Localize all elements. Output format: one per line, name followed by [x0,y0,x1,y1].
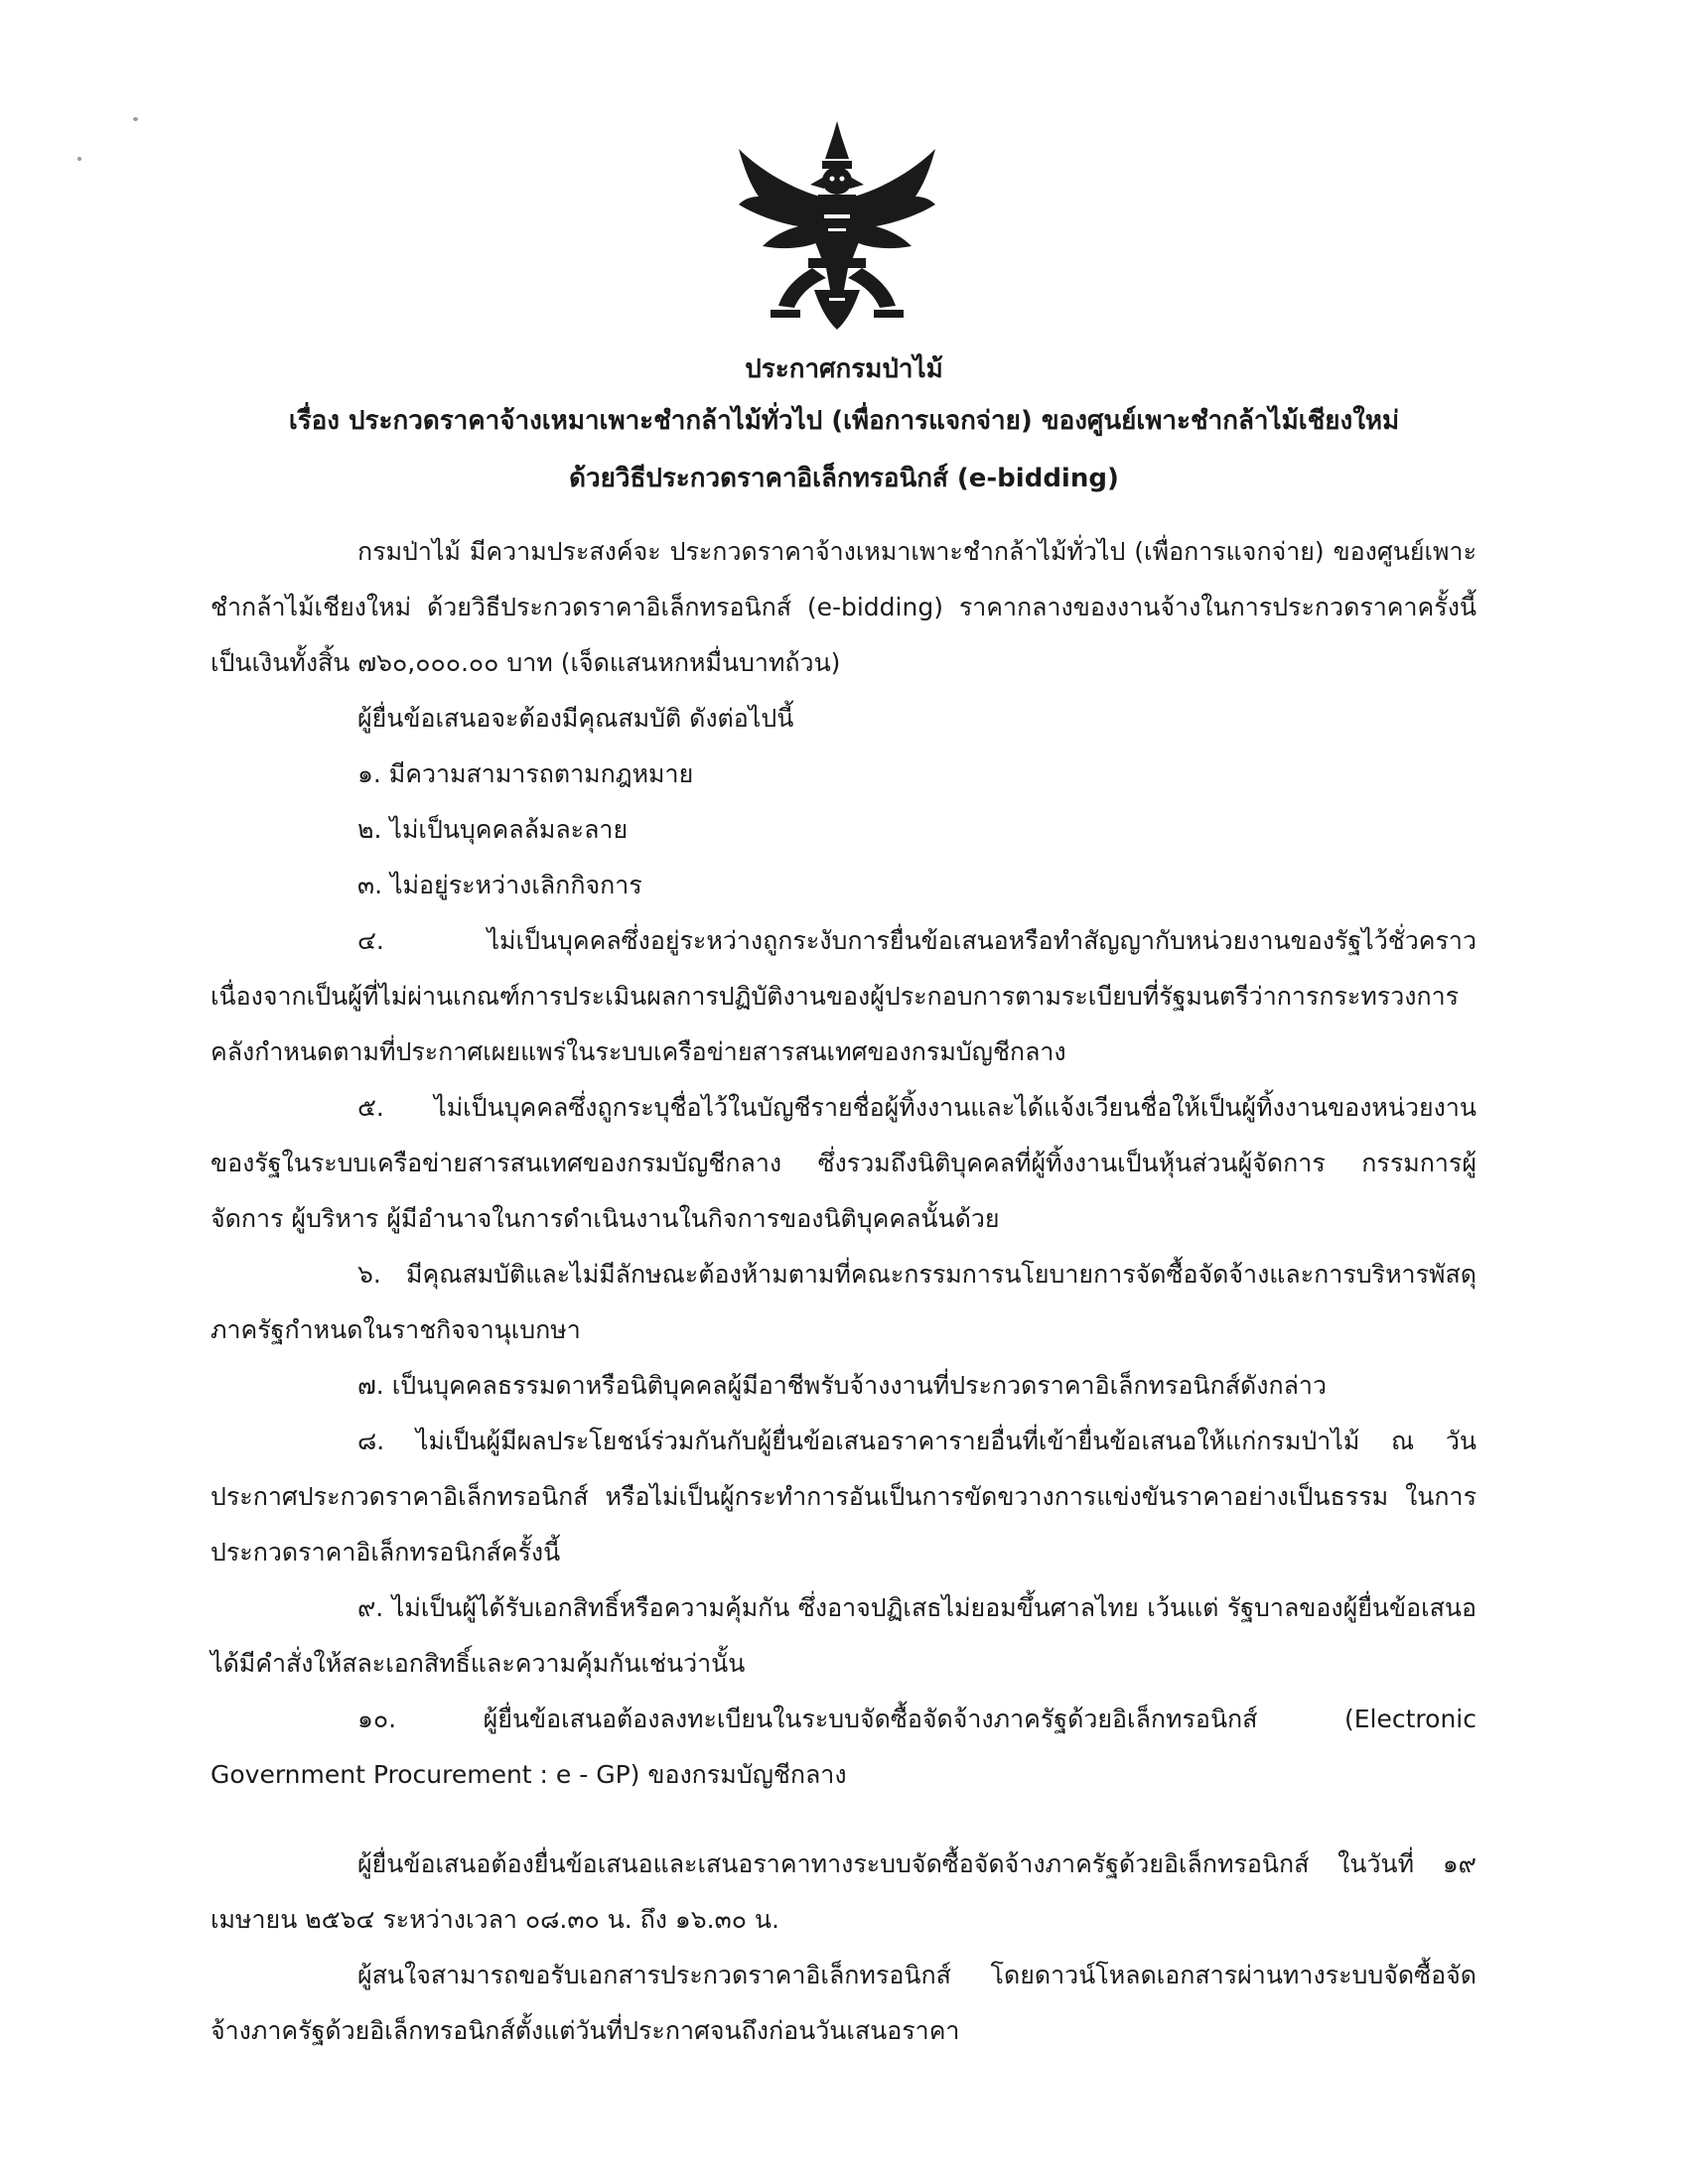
qualification-item: ๖. มีคุณสมบัติและไม่มีลักษณะต้องห้ามตามที่คณะกรรมการนโยบายการจัดซื้อจัดจ้างและการบริหารพัสดุภาครัฐกำหนดในราชกิจจานุเบกษา [211,1260,1477,1344]
announcement-subject: เรื่อง ประกวดราคาจ้างเหมาเพาะชำกล้าไม้ทั่วไป (เพื่อการแจกจ่าย) ของศูนย์เพาะชำกล้าไม้เชียงใหม่ [288,406,1400,436]
qualification-item: ๑. มีความสามารถตามกฎหมาย [357,759,694,788]
qualifications-heading: ผู้ยื่นข้อเสนอจะต้องมีคุณสมบัติ ดังต่อไปนี้ [357,704,794,733]
document-body [211,524,1477,2059]
qualification-item: ๗. เป็นบุคคลธรรมดาหรือนิติบุคคลผู้มีอาชีพรับจ้างงานที่ประกวดราคาอิเล็กทรอนิกส์ดังกล่าว [357,1371,1327,1400]
qualification-item: ๕. ไม่เป็นบุคคลซึ่งถูกระบุชื่อไว้ในบัญชีรายชื่อผู้ทิ้งงานและได้แจ้งเวียนชื่อให้เป็นผู้ทิ้งงานของหน่วยงานของรัฐในระบบเครือข่ายสารสนเทศของกรมบัญชีกลาง ซึ่งรวมถึงนิติบุคคลที่ผู้ทิ้งงานเป็นหุ้นส่วนผู้จัดการ กรรมการผู้จัดการ ผู้บริหาร ผู้มีอำนาจในการดำเนินงานในกิจการของนิติบุคคลนั้นด้วย [211,1093,1477,1233]
intro-paragraph: กรมป่าไม้ มีความประสงค์จะ ประกวดราคาจ้างเหมาเพาะชำกล้าไม้ทั่วไป (เพื่อการแจกจ่าย) ของศูนย์เพาะชำกล้าไม้เชียงใหม่ ด้วยวิธีประกวดราคาอิเล็กทรอนิกส์ (e-bidding) ราคากลางของงานจ้างในการประกวดราคาครั้งนี้เป็นเงินทั้งสิ้น ๗๖๐,๐๐๐.๐๐ บาท (เจ็ดแสนหกหมื่นบาทถ้วน) [211,537,1477,677]
scan-speck [133,117,138,121]
qualification-item: ๔. ไม่เป็นบุคคลซึ่งอยู่ระหว่างถูกระงับการยื่นข้อเสนอหรือทำสัญญากับหน่วยงานของรัฐไว้ชั่วคราว เนื่องจากเป็นผู้ที่ไม่ผ่านเกณฑ์การประเมินผลการปฏิบัติงานของผู้ประกอบการตามระเบียบที่รัฐมนตรีว่าการกระทรวงการคลังกำหนดตามที่ประกาศเผยแพร่ในระบบเครือข่ายสารสนเทศของกรมบัญชีกลาง [211,926,1477,1066]
qualification-item: ๙. ไม่เป็นผู้ได้รับเอกสิทธิ์หรือความคุ้มกัน ซึ่งอาจปฏิเสธไม่ยอมขึ้นศาลไทย เว้นแต่ รัฐบาลของผู้ยื่นข้อเสนอได้มีคำสั่งให้สละเอกสิทธิ์และความคุ้มกันเช่นว่านั้น [211,1593,1477,1678]
announcement-title: ประกาศกรมป่าไม้ [745,354,943,384]
submission-paragraph: ผู้ยื่นข้อเสนอต้องยื่นข้อเสนอและเสนอราคาทางระบบจัดซื้อจัดจ้างภาครัฐด้วยอิเล็กทรอนิกส์ ในวันที่ ๑๙ เมษายน ๒๕๖๔ ระหว่างเวลา ๐๘.๓๐ น. ถึง ๑๖.๓๐ น. [211,1849,1477,1934]
garuda-emblem-icon [733,119,941,333]
qualification-item: ๑๐. ผู้ยื่นข้อเสนอต้องลงทะเบียนในระบบจัดซื้อจัดจ้างภาครัฐด้วยอิเล็กทรอนิกส์ (Electronic Government Procurement : e - GP) ของกรมบัญชีกลาง [211,1705,1477,1789]
qualification-item: ๓. ไม่อยู่ระหว่างเลิกกิจการ [357,871,642,899]
qualification-item: ๘. ไม่เป็นผู้มีผลประโยชน์ร่วมกันกับผู้ยื่นข้อเสนอราคารายอื่นที่เข้ายื่นข้อเสนอให้แก่กรมป่าไม้ ณ วันประกาศประกวดราคาอิเล็กทรอนิกส์ หรือไม่เป็นผู้กระทำการอันเป็นการขัดขวางการแข่งขันราคาอย่างเป็นธรรม ในการประกวดราคาอิเล็กทรอนิกส์ครั้งนี้ [211,1427,1477,1567]
qualification-item: ๒. ไม่เป็นบุคคลล้มละลาย [357,815,629,844]
download-paragraph: ผู้สนใจสามารถขอรับเอกสารประกวดราคาอิเล็กทรอนิกส์ โดยดาวน์โหลดเอกสารผ่านทางระบบจัดซื้อจัดจ้างภาครัฐด้วยอิเล็กทรอนิกส์ตั้งแต่วันที่ประกาศจนถึงก่อนวันเสนอราคา [211,1961,1477,2045]
announcement-method: ด้วยวิธีประกวดราคาอิเล็กทรอนิกส์ (e-bidding) [569,464,1119,493]
scan-speck [77,157,81,161]
